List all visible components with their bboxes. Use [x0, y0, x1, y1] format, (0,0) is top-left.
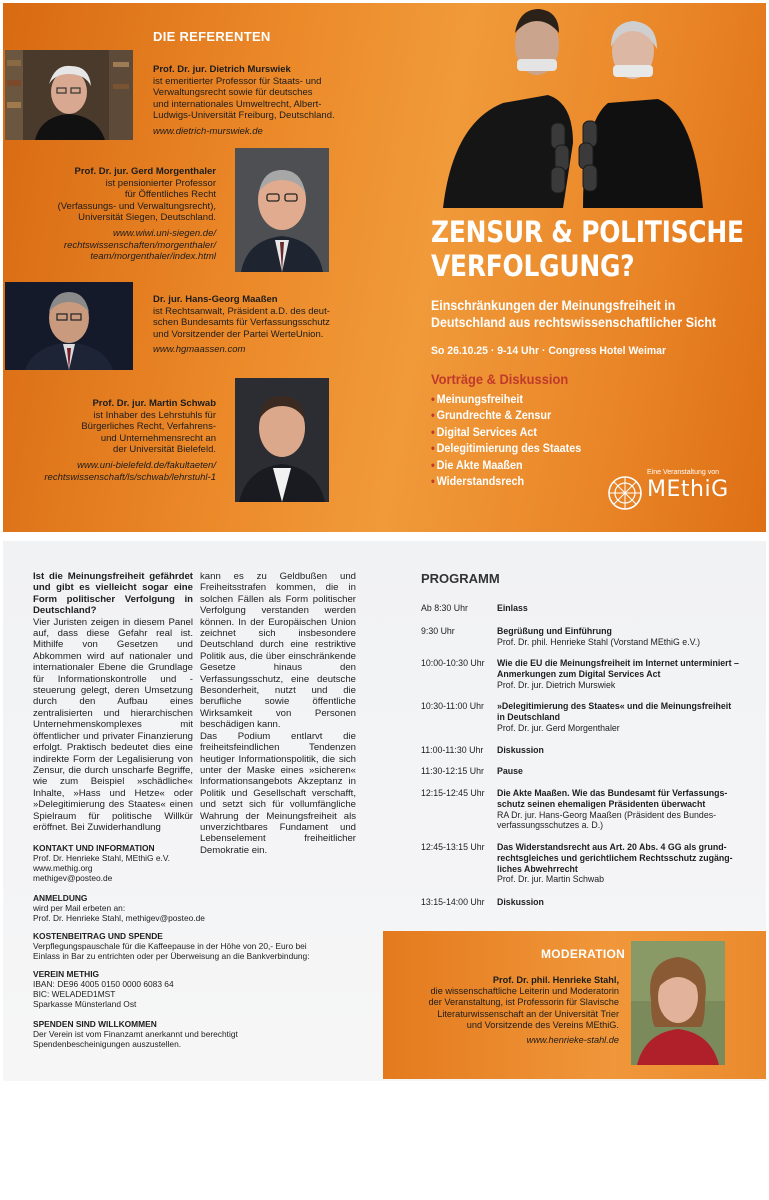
- moderator-name: Prof. Dr. phil. Henrieke Stahl,: [492, 975, 619, 985]
- program-desc: [497, 603, 757, 614]
- moderator-line: Literaturwissenschaft an der Universität Trier: [437, 1008, 619, 1019]
- program-title: Pause: [497, 766, 523, 776]
- spenden-block: [33, 1019, 238, 1049]
- referent-name: Prof. Dr. jur. Dietrich Murswiek: [153, 64, 291, 75]
- bullet-icon: •: [431, 392, 435, 406]
- program-title: Diskussion: [497, 745, 544, 755]
- referent-line: (Verfassungs- und Verwaltungsrecht),: [57, 200, 216, 212]
- referent-url-line[interactable]: www.wiwi.uni-siegen.de/: [113, 227, 216, 239]
- program-title: Einlass: [497, 603, 528, 613]
- program-desc: [497, 766, 757, 777]
- anmeldung-block: [33, 893, 205, 923]
- referent-url-line[interactable]: rechtswissenschaft/ls/schwab/lehrstuhl-1: [44, 471, 216, 483]
- program-desc: [497, 658, 757, 690]
- info-line: BIC: WELADED1MST: [33, 989, 116, 999]
- intro-column-2: [200, 571, 356, 856]
- moderation-text: [383, 975, 619, 1046]
- event-subtitle-line: Deutschland aus rechtswissenschaftlicher Sicht: [431, 315, 717, 330]
- info-line: Einlass in Bar zu entrichten oder per Überweisung an die Bankverbindung:: [33, 951, 310, 961]
- info-line: Prof. Dr. Henrieke Stahl, MEthiG e.V.: [33, 853, 171, 863]
- referent-url-line[interactable]: rechtswissenschaften/morgenthaler/: [63, 239, 216, 251]
- program-desc: [497, 842, 757, 885]
- referent-name: Prof. Dr. jur. Martin Schwab: [92, 398, 216, 409]
- flyer-front: [3, 3, 766, 532]
- program-time: 11:00-11:30 Uhr: [421, 745, 484, 755]
- program-desc: [497, 745, 757, 756]
- topic-item: [431, 473, 581, 489]
- portrait-stahl: [631, 941, 725, 1065]
- referent-line: Bürgerliches Recht, Verfahrens-: [81, 421, 216, 433]
- referenten-heading: DIE REFERENTEN: [153, 29, 271, 44]
- bullet-icon: •: [431, 457, 435, 472]
- referent-line: Universität Siegen, Deutschland.: [78, 212, 216, 224]
- topic-item: [431, 407, 581, 423]
- info-heading: KONTAKT UND INFORMATION: [33, 843, 155, 853]
- bullet-icon: •: [431, 441, 435, 456]
- info-link[interactable]: methigev@posteo.de: [33, 873, 113, 883]
- moderator-line: der Veranstaltung, ist Professorin für Slavische: [428, 997, 619, 1008]
- portrait-maassen: [5, 282, 133, 370]
- program-time: 9:30 Uhr: [421, 626, 455, 636]
- methig-logo-icon: [607, 475, 643, 511]
- program-speaker: verfassungsschutzes a. D.): [497, 820, 604, 831]
- program-time: 12:45-13:15 Uhr: [421, 842, 485, 852]
- program-speaker: Prof. Dr. phil. Henrieke Stahl (Vorstand MEthiG e.V.): [497, 636, 701, 647]
- event-subtitle-line: Einschränkungen der Meinungsfreiheit in: [431, 298, 676, 313]
- moderation-heading: MODERATION: [541, 947, 626, 961]
- info-line: Der Verein ist vom Finanzamt anerkannt und berechtigt: [33, 1029, 238, 1039]
- intro-text: kann es zu Geldbußen und Freiheitsstrafen kommen, die in solchen Fällen als Form politischer Verfolgung verstanden werden können. In der Europäischen Union zeichnet sich insbesondere Deutschland durch eine restriktive Politik aus, die über einschränkende Gesetze hinaus den Verfassungsschutz, eine deutsche Besonderheit, nutzt und die berufliche sowie öffentliche Wirksamkeit von Personen beschädigen kann.: [200, 571, 356, 731]
- topic-label: Meinungsfreiheit: [436, 392, 523, 406]
- program-speaker: Prof. Dr. jur. Gerd Morgenthaler: [497, 722, 620, 733]
- referent-line: ist emeritierter Professor für Staats- und: [153, 75, 322, 87]
- program-title: Diskussion: [497, 897, 544, 907]
- program-title: rechtsgleiches und gerichtlichem Rechtsschutz zugäng-: [497, 852, 733, 863]
- organizer-tagline: Eine Veranstaltung von: [647, 469, 719, 476]
- topics-list: [431, 391, 598, 489]
- referent-line: und Unternehmensrecht an: [100, 432, 216, 444]
- referent-murswiek: [153, 64, 383, 138]
- program-speaker: Prof. Dr. jur. Dietrich Murswiek: [497, 679, 616, 690]
- referent-line: Ludwigs-Universität Freiburg, Deutschland.: [153, 110, 335, 122]
- bullet-icon: •: [431, 408, 435, 423]
- hero-image: [433, 3, 733, 213]
- referent-line: der Universität Bielefeld.: [113, 444, 216, 456]
- referent-morgenthaler: [23, 166, 216, 263]
- portrait-schwab: [235, 378, 329, 502]
- topic-item: [431, 440, 581, 456]
- verein-block: [33, 969, 174, 1009]
- info-heading: KOSTENBEITRAG UND SPENDE: [33, 931, 163, 941]
- kosten-block: [33, 931, 310, 961]
- moderator-line: die wissenschaftliche Leiterin und Moderatorin: [430, 986, 619, 997]
- moderator-url[interactable]: www.henrieke-stahl.de: [526, 1035, 619, 1046]
- referent-url[interactable]: www.dietrich-murswiek.de: [153, 125, 263, 137]
- topic-label: Grundrechte & Zensur: [436, 408, 552, 423]
- info-link[interactable]: www.methig.org: [33, 863, 93, 873]
- topic-label: Widerstandsrech: [436, 474, 525, 489]
- program-speaker: Prof. Dr. jur. Martin Schwab: [497, 874, 605, 885]
- referent-url[interactable]: [23, 228, 216, 263]
- organizer-name: MEthiG: [647, 477, 729, 502]
- program-desc: [497, 701, 757, 733]
- program-time: 11:30-12:15 Uhr: [421, 766, 484, 776]
- info-line: Prof. Dr. Henrieke Stahl, methigev@posteo.de: [33, 913, 205, 923]
- program-time: 10:30-11:00 Uhr: [421, 701, 484, 711]
- program-time: 12:15-12:45 Uhr: [421, 788, 485, 798]
- referent-url-line[interactable]: www.uni-bielefeld.de/fakultaeten/: [77, 459, 216, 471]
- program-title: »Delegitimierung des Staates« und die Meinungsfreiheit: [497, 701, 732, 711]
- referent-line: Verwaltungsrecht sowie für deutsches: [153, 87, 313, 99]
- event-subtitle: [431, 297, 735, 331]
- program-title: Wie die EU die Meinungsfreiheit im Internet unterminiert –: [497, 658, 739, 668]
- referent-url-line[interactable]: team/morgenthaler/index.html: [90, 251, 216, 263]
- referent-line: und Vorsitzender der Partei WerteUnion.: [153, 328, 324, 340]
- portrait-murswiek: [5, 50, 133, 140]
- referent-line: und internationales Umweltrecht, Albert-: [153, 98, 322, 110]
- referent-schwab: [23, 398, 216, 483]
- topic-label: Delegitimierung des Staates: [436, 441, 582, 456]
- program-title: Anmerkungen zum Digital Services Act: [497, 668, 661, 679]
- program-time: 10:00-10:30 Uhr: [421, 658, 485, 668]
- program-title: liches Abwehrrecht: [497, 863, 578, 874]
- event-title: [431, 215, 758, 283]
- info-heading: SPENDEN SIND WILLKOMMEN: [33, 1019, 157, 1029]
- referent-line: ist Rechtsanwalt, Präsident a.D. des deut-: [153, 305, 330, 317]
- topic-item: [431, 391, 581, 407]
- bullet-icon: •: [431, 474, 435, 489]
- program-time: 13:15-14:00 Uhr: [421, 897, 485, 907]
- program-desc: [497, 897, 757, 908]
- event-date: So 26.10.25 · 9-14 Uhr · Congress Hotel Weimar: [431, 345, 667, 357]
- info-heading: VEREIN METHIG: [33, 969, 100, 979]
- referent-url[interactable]: [23, 460, 216, 483]
- moderation-box: [383, 931, 766, 1079]
- topic-item: [431, 457, 581, 473]
- program-desc: [497, 626, 757, 648]
- intro-text: Das Podium entlarvt die freiheitsfeindlichen Tendenzen heutiger Informationspolitik, die sich unter der Maske eines »sicheren« Informationsangebots Akzeptanz in Politik und Gesellschaft verschafft, und setzt sich für vollumfängliche Wahrung der Meinungsfreiheit als unverzichtbares Fundament und Lebenselement freiheitlicher Demokratie ein.: [200, 730, 356, 856]
- program-title: Die Akte Maaßen. Wie das Bundesamt für Verfassungs-: [497, 788, 728, 798]
- referent-url[interactable]: www.hgmaassen.com: [153, 344, 246, 356]
- info-line: Spendenbescheinigungen auszustellen.: [33, 1039, 182, 1049]
- referent-line: schen Bundesamts für Verfassungsschutz: [153, 317, 330, 329]
- vortraege-heading: Vorträge & Diskussion: [431, 371, 569, 387]
- intro-text: Vier Juristen zeigen in diesem Panel auf, dass diese Gefahr real ist. Mithilfe von Gesetzen und Abkommen wird auf nationaler und internationaler Ebene die Grundlage für Informationskontrolle und -steuerung gelegt, deren Umsetzung durch den Aufbau eines zentralisierten und hierarchischen Unternehmenskomplexes mit öffentlicher und privater Finanzierung erfolgt. Praktisch bedeutet dies eine indirekte Form der Legalisierung von Zensur, die durch unscharfe Begriffe, wie zum Beispiel »schädliche« Inhalte, »Hass und Hetze« oder »Delegitimierung des Staates« einen Spielraum für politische Willkür eröffnet. Bei Zuwiderhandlung: [33, 616, 193, 833]
- portrait-morgenthaler: [235, 148, 329, 272]
- program-desc: [497, 788, 757, 831]
- program-title: in Deutschland: [497, 711, 561, 722]
- intro-column-1: [33, 571, 193, 833]
- bullet-icon: •: [431, 424, 435, 439]
- program-title: Das Widerstandsrecht aus Art. 20 Abs. 4 GG als grund-: [497, 842, 727, 852]
- kontakt-block: [33, 843, 170, 883]
- referent-name: Prof. Dr. jur. Gerd Morgenthaler: [74, 166, 216, 177]
- program-title: Begrüßung und Einführung: [497, 626, 612, 636]
- event-title-line: ZENSUR & POLITISCHE: [431, 215, 744, 249]
- event-title-line: VERFOLGUNG?: [431, 249, 635, 283]
- topic-label: Digital Services Act: [436, 424, 538, 439]
- info-line: Verpflegungspauschale für die Kaffeepause in der Höhe von 20,- Euro bei: [33, 941, 307, 951]
- referent-line: für Öffentliches Recht: [124, 189, 216, 201]
- info-line: wird per Mail erbeten an:: [33, 903, 126, 913]
- topic-item: [431, 424, 581, 440]
- referent-name: Dr. jur. Hans-Georg Maaßen: [153, 294, 278, 305]
- flyer-back: [3, 541, 766, 1081]
- programm-heading: PROGRAMM: [421, 571, 500, 586]
- referent-line: ist Inhaber des Lehrstuhls für: [93, 409, 216, 421]
- program-title: schutz seinen ehemaligen Präsidenten überwacht: [497, 798, 706, 809]
- info-line: Sparkasse Münsterland Ost: [33, 999, 137, 1009]
- referent-line: ist pensionierter Professor: [105, 177, 216, 189]
- intro-lead: Ist die Meinungsfreiheit gefährdet und gibt es vielleicht sogar eine Form politischer Verfolgung in Deutschland?: [33, 571, 193, 617]
- info-heading: ANMELDUNG: [33, 893, 88, 903]
- topic-label: Die Akte Maaßen: [436, 457, 523, 472]
- moderator-line: und Vorsitzende des Vereins MEthiG.: [466, 1019, 619, 1030]
- program-speaker: RA Dr. jur. Hans-Georg Maaßen (Präsident des Bundes-: [497, 809, 717, 820]
- program-time: Ab 8:30 Uhr: [421, 603, 468, 613]
- info-line: IBAN: DE96 4005 0150 0000 6083 64: [33, 979, 174, 989]
- referent-maassen: [153, 294, 393, 356]
